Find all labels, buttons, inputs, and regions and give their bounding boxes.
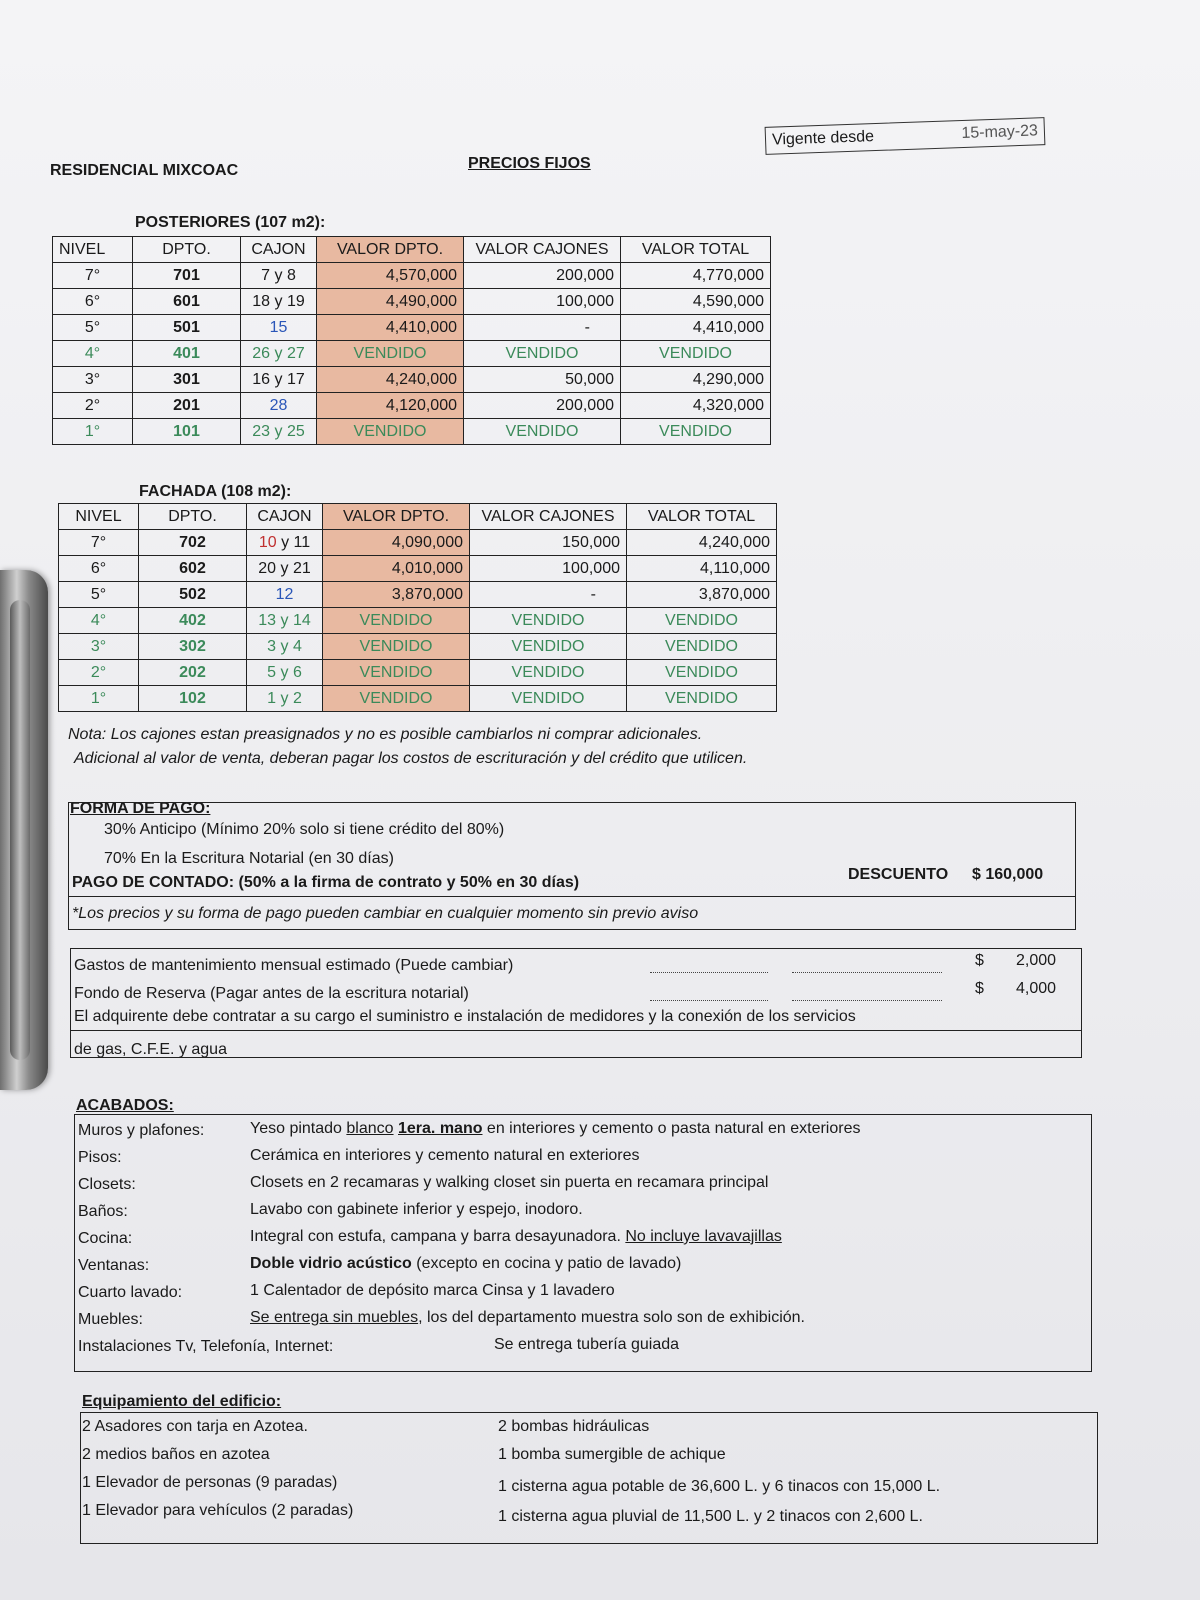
cell-nivel: 6°	[53, 289, 133, 315]
acabado-banos-value: Lavabo con gabinete inferior y espejo, inodoro.	[250, 1201, 583, 1218]
cell-valor-total: VENDIDO	[627, 608, 777, 634]
cell-valor-cajones: 50,000	[464, 367, 621, 393]
cell-dpto: 501	[133, 315, 241, 341]
table-row	[53, 263, 771, 289]
equipamiento-title: Equipamiento del edificio:	[82, 1393, 282, 1410]
col-dpto: DPTO.	[139, 504, 247, 530]
cell-cajon: 26 y 27	[241, 341, 317, 367]
residence-name: RESIDENCIAL MIXCOAC	[50, 162, 239, 179]
cell-dpto: 102	[139, 686, 247, 712]
acabado-muros-text-b: blanco	[346, 1120, 394, 1137]
acabado-cocina-text-a: Integral con estufa, campana y barra desayunadora.	[250, 1228, 626, 1245]
table-header-row	[53, 237, 771, 263]
cell-valor-total: 4,240,000	[627, 530, 777, 556]
cell-cajon: 20 y 21	[247, 556, 323, 582]
cell-cajon: 16 y 17	[241, 367, 317, 393]
acabado-cocina-value	[250, 1228, 782, 1246]
cell-dpto: 601	[133, 289, 241, 315]
acabado-banos-label: Baños:	[78, 1203, 128, 1220]
acabado-pisos-value: Cerámica en interiores y cemento natural en exteriores	[250, 1147, 640, 1164]
cell-nivel: 5°	[59, 582, 139, 608]
acabado-lavado-value: 1 Calentador de depósito marca Cinsa y 1 lavadero	[250, 1282, 615, 1299]
cell-valor-dpto: 4,410,000	[317, 315, 464, 341]
anticipo-line: 30% Anticipo (Mínimo 20% solo si tiene crédito del 80%)	[104, 821, 505, 838]
reserva-value: 4,000	[1016, 980, 1057, 997]
cell-valor-cajones: 200,000	[464, 393, 621, 419]
equipamiento-right-2: 1 bomba sumergible de achique	[498, 1446, 726, 1463]
table-row	[59, 686, 777, 712]
table-row	[53, 367, 771, 393]
acabado-muros-text-d: 1era. mano	[398, 1120, 483, 1137]
cell-valor-cajones: VENDIDO	[470, 634, 627, 660]
acabado-muebles-value	[250, 1309, 805, 1327]
table-row	[59, 634, 777, 660]
mantenimiento-line: Gastos de mantenimiento mensual estimado (Puede cambiar)	[74, 957, 514, 974]
acabados-title: ACABADOS:	[76, 1097, 174, 1114]
dotted-leader	[792, 972, 942, 973]
acabado-ventanas-text-a: Doble vidrio acústico	[250, 1255, 412, 1272]
cell-valor-total: VENDIDO	[627, 660, 777, 686]
cell-valor-dpto: 4,010,000	[323, 556, 470, 582]
cell-cajon: 3 y 4	[247, 634, 323, 660]
acabado-instalaciones-value: Se entrega tubería guiada	[494, 1336, 680, 1353]
acabado-closets-value: Closets en 2 recamaras y walking closet sin puerta en recamara principal	[250, 1174, 769, 1191]
table-row	[59, 660, 777, 686]
dotted-leader	[650, 972, 768, 973]
table-row	[53, 289, 771, 315]
effective-date-label: Vigente desde	[771, 128, 875, 149]
cell-dpto: 301	[133, 367, 241, 393]
table-row	[59, 582, 777, 608]
equipamiento-left-4: 1 Elevador para vehículos (2 paradas)	[82, 1502, 354, 1519]
col-valor-dpto: VALOR DPTO.	[323, 504, 470, 530]
cell-dpto: 201	[133, 393, 241, 419]
cell-valor-total: 3,870,000	[627, 582, 777, 608]
col-cajon: CAJON	[241, 237, 317, 263]
cell-nivel: 2°	[53, 393, 133, 419]
acabado-cocina-text-b: No incluye lavavajillas	[625, 1228, 782, 1245]
table-row	[53, 419, 771, 445]
col-nivel: NIVEL	[53, 237, 133, 263]
cell-valor-cajones: VENDIDO	[470, 660, 627, 686]
posteriores-table	[52, 236, 771, 445]
col-valor-total: VALOR TOTAL	[627, 504, 777, 530]
table-row	[59, 530, 777, 556]
cell-valor-cajones: VENDIDO	[464, 341, 621, 367]
cajon-number-highlight: 10	[258, 533, 277, 551]
cell-valor-cajones: -	[464, 315, 621, 341]
cell-valor-dpto: VENDIDO	[317, 341, 464, 367]
acabado-cocina-label: Cocina:	[78, 1230, 133, 1247]
cell-valor-cajones: VENDIDO	[464, 419, 621, 445]
cell-nivel: 6°	[59, 556, 139, 582]
acabado-pisos-label: Pisos:	[78, 1149, 122, 1166]
cell-valor-total: VENDIDO	[627, 634, 777, 660]
cell-valor-cajones: VENDIDO	[470, 608, 627, 634]
col-valor-cajones: VALOR CAJONES	[464, 237, 621, 263]
cell-nivel: 7°	[59, 530, 139, 556]
descuento-label: DESCUENTO	[848, 866, 949, 883]
cell-valor-dpto: VENDIDO	[323, 660, 470, 686]
contado-line: PAGO DE CONTADO: (50% a la firma de contrato y 50% en 30 días)	[72, 874, 580, 891]
aviso-line: *Los precios y su forma de pago pueden cambiar en cualquier momento sin previo aviso	[72, 905, 699, 922]
reserva-currency: $	[975, 980, 984, 997]
cell-valor-total: 4,770,000	[621, 263, 771, 289]
divider	[70, 1030, 1082, 1031]
servicios-line-1: El adquirente debe contratar a su cargo el suministro e instalación de medidores y la conexión de los servicios	[74, 1008, 856, 1025]
cell-valor-dpto: VENDIDO	[323, 608, 470, 634]
cell-dpto: 602	[139, 556, 247, 582]
cell-valor-dpto: 4,120,000	[317, 393, 464, 419]
cell-cajon: 5 y 6	[247, 660, 323, 686]
acabado-lavado-label: Cuarto lavado:	[78, 1284, 183, 1301]
note-block	[68, 723, 747, 771]
equipamiento-left-2: 2 medios baños en azotea	[82, 1446, 270, 1463]
col-dpto: DPTO.	[133, 237, 241, 263]
posteriores-title: POSTERIORES (107 m2):	[135, 214, 326, 231]
effective-date-value: 15-may-23	[961, 122, 1039, 143]
acabado-muros-label: Muros y plafones:	[78, 1122, 205, 1139]
acabado-muebles-label: Muebles:	[78, 1311, 143, 1328]
cell-valor-total: 4,590,000	[621, 289, 771, 315]
cell-cajon: 28	[241, 393, 317, 419]
cell-dpto: 502	[139, 582, 247, 608]
col-valor-cajones: VALOR CAJONES	[470, 504, 627, 530]
acabado-ventanas-value	[250, 1255, 681, 1273]
cell-valor-dpto: VENDIDO	[323, 634, 470, 660]
col-valor-total: VALOR TOTAL	[621, 237, 771, 263]
cell-nivel: 7°	[53, 263, 133, 289]
cell-valor-cajones: 150,000	[470, 530, 627, 556]
table-row	[53, 315, 771, 341]
cell-nivel: 4°	[59, 608, 139, 634]
page-title: PRECIOS FIJOS	[468, 155, 591, 172]
cell-valor-total: 4,110,000	[627, 556, 777, 582]
equipamiento-right-3: 1 cisterna agua potable de 36,600 L. y 6 tinacos con 15,000 L.	[498, 1478, 941, 1495]
cell-dpto: 101	[133, 419, 241, 445]
cell-valor-dpto: 4,240,000	[317, 367, 464, 393]
fachada-title: FACHADA (108 m2):	[139, 483, 292, 500]
cell-nivel: 1°	[59, 686, 139, 712]
descuento-value: $ 160,000	[972, 866, 1044, 883]
cell-dpto: 702	[139, 530, 247, 556]
reserva-line: Fondo de Reserva (Pagar antes de la escritura notarial)	[74, 985, 469, 1002]
cell-cajon: 15	[241, 315, 317, 341]
cell-cajon: 1 y 2	[247, 686, 323, 712]
forma-pago-title: FORMA DE PAGO:	[70, 800, 211, 817]
col-cajon: CAJON	[247, 504, 323, 530]
divider	[68, 896, 1076, 897]
cell-cajon: 7 y 8	[241, 263, 317, 289]
note-line-2: Adicional al valor de venta, deberan pagar los costos de escrituración y del crédito que utilicen.	[74, 750, 748, 767]
acabado-muros-text-a: Yeso pintado	[250, 1120, 347, 1137]
cell-valor-dpto: VENDIDO	[323, 686, 470, 712]
cell-valor-cajones: VENDIDO	[470, 686, 627, 712]
cell-cajon: 12	[247, 582, 323, 608]
cell-dpto: 402	[139, 608, 247, 634]
escritura-line: 70% En la Escritura Notarial (en 30 días)	[104, 850, 394, 867]
acabado-muros-text-e: en interiores y cemento o pasta natural en exteriores	[482, 1120, 861, 1137]
equipamiento-right-4: 1 cisterna agua pluvial de 11,500 L. y 2 tinacos con 2,600 L.	[498, 1508, 923, 1525]
col-nivel: NIVEL	[59, 504, 139, 530]
cell-nivel: 5°	[53, 315, 133, 341]
acabado-ventanas-label: Ventanas:	[78, 1257, 150, 1274]
cell-valor-cajones: 200,000	[464, 263, 621, 289]
cell-dpto: 202	[139, 660, 247, 686]
cell-valor-cajones: 100,000	[464, 289, 621, 315]
cell-nivel: 3°	[53, 367, 133, 393]
dotted-leader	[792, 1000, 942, 1001]
cell-cajon: 10 y 11	[247, 530, 323, 556]
note-line-1: Nota: Los cajones estan preasignados y no es posible cambiarlos ni comprar adicionales.	[68, 726, 703, 743]
cell-nivel: 2°	[59, 660, 139, 686]
table-header-row	[59, 504, 777, 530]
cell-valor-cajones: -	[470, 582, 627, 608]
cell-valor-dpto: 4,570,000	[317, 263, 464, 289]
table-row	[53, 393, 771, 419]
cell-nivel: 4°	[53, 341, 133, 367]
col-valor-dpto: VALOR DPTO.	[317, 237, 464, 263]
dotted-leader	[650, 1000, 768, 1001]
acabado-muebles-text-a: Se entrega sin muebles	[250, 1309, 419, 1326]
cell-valor-total: 4,410,000	[621, 315, 771, 341]
cell-dpto: 302	[139, 634, 247, 660]
acabado-muebles-text-b: , los del departamento muestra solo son de exhibición.	[418, 1309, 805, 1326]
cell-valor-dpto: 4,090,000	[323, 530, 470, 556]
cell-nivel: 3°	[59, 634, 139, 660]
cell-cajon: 18 y 19	[241, 289, 317, 315]
cell-nivel: 1°	[53, 419, 133, 445]
acabado-muros-value	[250, 1120, 860, 1138]
equipamiento-left-3: 1 Elevador de personas (9 paradas)	[82, 1474, 338, 1491]
acabado-instalaciones-label: Instalaciones Tv, Telefonía, Internet:	[78, 1338, 334, 1355]
table-row	[53, 341, 771, 367]
cell-valor-total: 4,320,000	[621, 393, 771, 419]
cell-valor-dpto: 3,870,000	[323, 582, 470, 608]
cell-valor-total: VENDIDO	[627, 686, 777, 712]
servicios-line-2: de gas, C.F.E. y agua	[74, 1041, 227, 1058]
equipamiento-left-1: 2 Asadores con tarja en Azotea.	[82, 1418, 308, 1435]
binder-ring	[0, 570, 48, 1090]
mantenimiento-value: 2,000	[1016, 952, 1057, 969]
acabado-ventanas-text-b: (excepto en cocina y patio de lavado)	[411, 1255, 682, 1272]
cell-cajon: 23 y 25	[241, 419, 317, 445]
cell-valor-cajones: 100,000	[470, 556, 627, 582]
table-row	[59, 556, 777, 582]
cell-dpto: 701	[133, 263, 241, 289]
cell-dpto: 401	[133, 341, 241, 367]
fachada-table	[58, 503, 777, 712]
mantenimiento-currency: $	[975, 952, 984, 969]
cell-valor-dpto: VENDIDO	[317, 419, 464, 445]
table-row	[59, 608, 777, 634]
cell-cajon: 13 y 14	[247, 608, 323, 634]
cell-valor-total: 4,290,000	[621, 367, 771, 393]
cell-valor-dpto: 4,490,000	[317, 289, 464, 315]
acabado-closets-label: Closets:	[78, 1176, 136, 1193]
cell-valor-total: VENDIDO	[621, 341, 771, 367]
equipamiento-right-1: 2 bombas hidráulicas	[498, 1418, 650, 1435]
cell-valor-total: VENDIDO	[621, 419, 771, 445]
